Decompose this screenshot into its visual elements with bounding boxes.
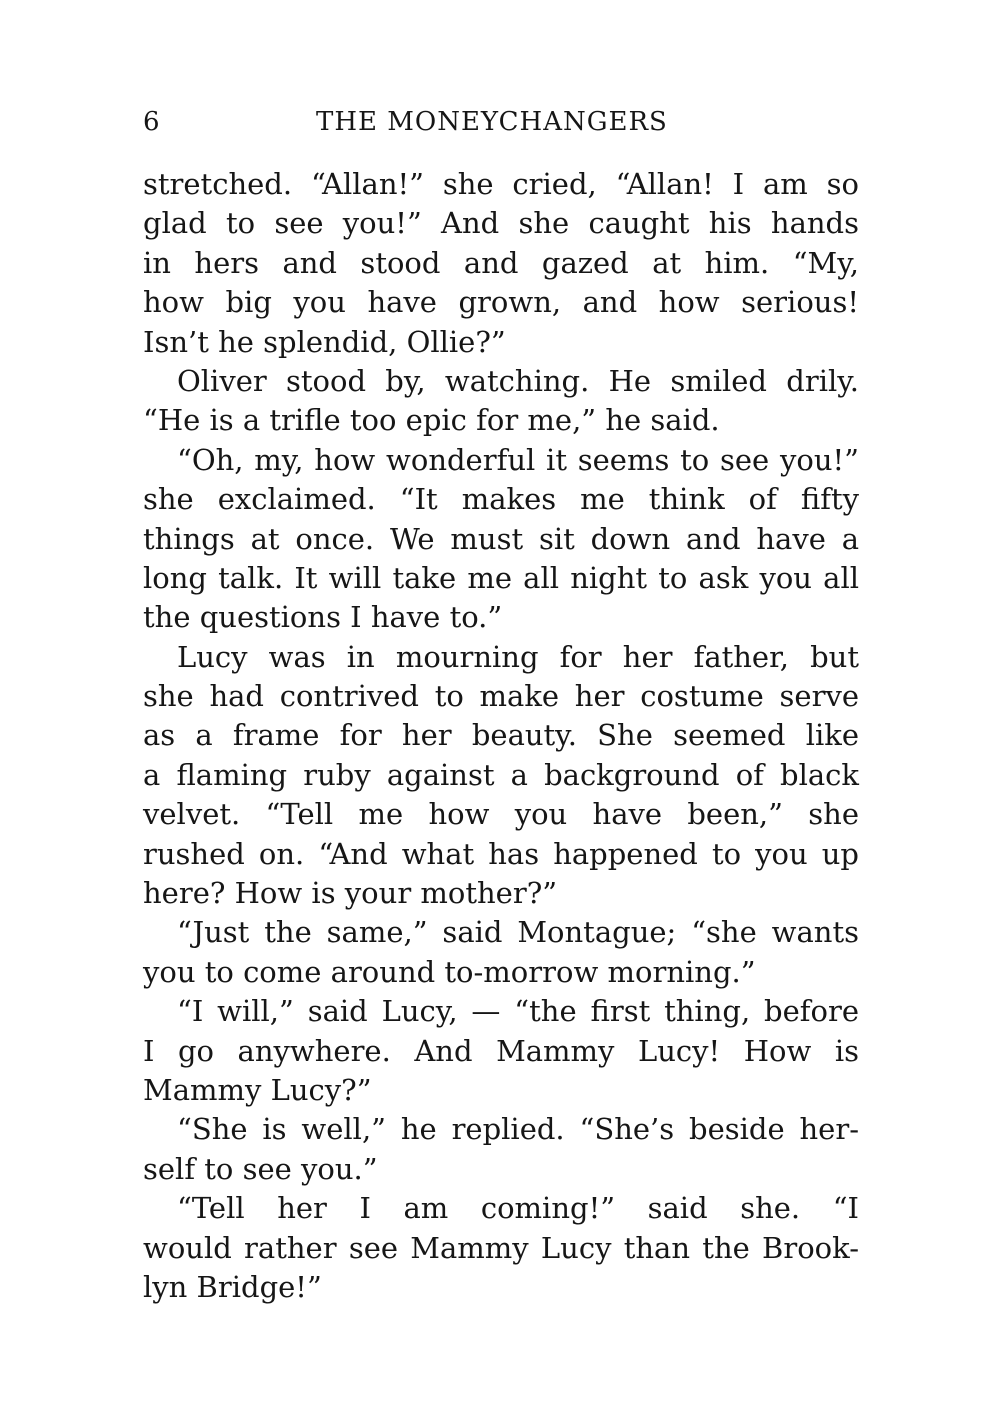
text-line: “He is a trifle too epic for me,” he said. <box>143 403 720 438</box>
text-line: “She is well,” he replied. “She’s beside her- <box>177 1112 859 1147</box>
text-line: Oliver stood by, watching. He smiled drily. <box>177 363 859 398</box>
text-line: “Oh, my, how wonderful it seems to see you!” <box>177 442 859 477</box>
text-line: self to see you.” <box>143 1151 378 1186</box>
text-line: she had contrived to make her costume serve <box>143 679 859 714</box>
text-line: lyn Bridge!” <box>143 1269 322 1304</box>
text-line: Mammy Lucy?” <box>143 1072 372 1107</box>
text-line: stretched. “Allan!” she cried, “Allan! I am so <box>143 167 859 201</box>
page-number: 6 <box>143 107 161 137</box>
text-line: would rather see Mammy Lucy than the Brook- <box>143 1230 859 1265</box>
text-line: “Tell her I am coming!” said she. “I <box>177 1191 859 1226</box>
running-title: THE MONEYCHANGERS <box>316 107 668 137</box>
text-line: “I will,” said Lucy, — “the first thing, before <box>177 994 859 1029</box>
text-line: long talk. It will take me all night to ask you all <box>143 560 859 595</box>
text-line: rushed on. “And what has happened to you up <box>143 836 859 871</box>
text-line: how big you have grown, and how serious! <box>143 285 859 320</box>
text-line: “Just the same,” said Montague; “she wants <box>177 915 859 950</box>
text-line: I go anywhere. And Mammy Lucy! How is <box>143 1033 859 1068</box>
text-line: in hers and stood and gazed at him. “My, <box>143 245 859 280</box>
text-line: a flaming ruby against a background of black <box>143 757 859 792</box>
page-header <box>143 104 859 140</box>
text-line: Isn’t he splendid, Ollie?” <box>143 324 506 359</box>
text-line: things at once. We must sit down and have a <box>143 521 859 556</box>
body-text <box>143 165 859 1307</box>
text-line: velvet. “Tell me how you have been,” she <box>143 797 859 832</box>
text-line: she exclaimed. “It makes me think of fifty <box>143 482 859 517</box>
text-line: here? How is your mother?” <box>143 876 558 911</box>
text-line: you to come around to-morrow morning.” <box>143 954 756 989</box>
text-line: as a frame for her beauty. She seemed like <box>143 718 859 753</box>
text-line: the questions I have to.” <box>143 600 503 635</box>
text-line: Lucy was in mourning for her father, but <box>177 639 859 674</box>
text-line: glad to see you!” And she caught his hands <box>143 206 859 241</box>
